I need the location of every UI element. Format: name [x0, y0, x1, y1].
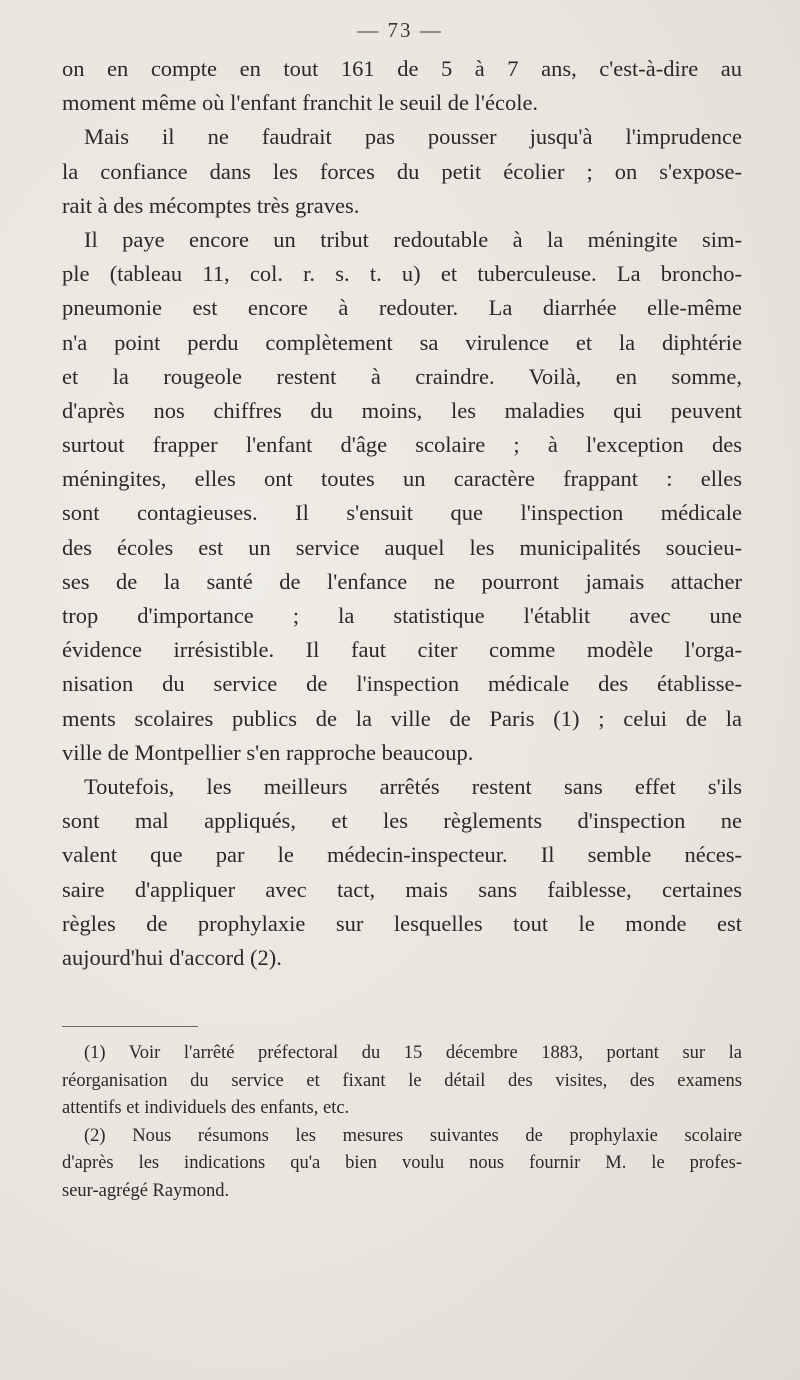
text-line: méningites, elles ont toutes un caractère frappant : elles: [62, 466, 742, 492]
text-line: évidence irrésistible. Il faut citer comme modèle l'orga-: [62, 637, 742, 663]
text-line: des écoles est un service auquel les municipalités soucieu-: [62, 534, 742, 560]
text-line: surtout frapper l'enfant d'âge scolaire ; à l'exception des: [62, 432, 742, 458]
footnote-line: réorganisation du service et fixant le détail des visites, des examens: [62, 1070, 742, 1091]
text-line: ville de Montpellier s'en rapproche beaucoup.: [62, 739, 474, 765]
text-line: Toutefois, les meilleurs arrêtés restent sans effet s'ils: [84, 773, 742, 799]
text-line: ments scolaires publics de la ville de Paris (1) ; celui de la: [62, 705, 742, 731]
footnotes: [62, 1040, 742, 1205]
text-line: ple (tableau 11, col. r. s. t. u) et tuberculeuse. La broncho-: [62, 261, 742, 287]
footnote-line: attentifs et individuels des enfants, etc.: [62, 1098, 350, 1118]
text-line: et la rougeole restent à craindre. Voilà, en somme,: [62, 363, 742, 389]
text-line: moment même où l'enfant franchit le seuil de l'école.: [62, 90, 539, 116]
text-line: Mais il ne faudrait pas pousser jusqu'à l'imprudence: [84, 124, 742, 150]
text-line: Il paye encore un tribut redoutable à la méningite sim-: [84, 226, 742, 252]
page-number: — 73 —: [357, 18, 443, 42]
footnote-line: (1) Voir l'arrêté préfectoral du 15 décembre 1883, portant sur la: [84, 1043, 742, 1063]
text-line: n'a point perdu complètement sa virulence et la diphtérie: [62, 329, 742, 355]
main-text: [62, 52, 742, 975]
text-line: valent que par le médecin-inspecteur. Il semble néces-: [62, 842, 742, 868]
footnote-line: d'après les indications qu'a bien voulu nous fournir M. le profes-: [62, 1153, 742, 1173]
text-line: sont contagieuses. Il s'ensuit que l'inspection médicale: [62, 500, 742, 526]
text-line: nisation du service de l'inspection médicale des établisse-: [62, 671, 742, 697]
text-line: d'après nos chiffres du moins, les maladies qui peuvent: [62, 397, 742, 423]
footnote-line: seur-agrégé Raymond.: [62, 1180, 230, 1201]
text-line: pneumonie est encore à redouter. La diarrhée elle-même: [62, 295, 742, 321]
footnote-divider: [62, 1026, 198, 1027]
text-line: règles de prophylaxie sur lesquelles tout le monde est: [62, 910, 742, 936]
text-line: trop d'importance ; la statistique l'établit avec une: [62, 603, 742, 628]
text-line: on en compte en tout 161 de 5 à 7 ans, c'est-à-dire au: [62, 56, 742, 81]
footnote-line: (2) Nous résumons les mesures suivantes de prophylaxie scolaire: [84, 1125, 742, 1146]
text-line: ses de la santé de l'enfance ne pourront jamais attacher: [62, 568, 742, 594]
text-line: aujourd'hui d'accord (2).: [62, 944, 282, 970]
text-line: rait à des mécomptes très graves.: [62, 192, 360, 218]
text-line: saire d'appliquer avec tact, mais sans faiblesse, certaines: [62, 876, 742, 902]
text-line: la confiance dans les forces du petit écolier ; on s'expose-: [62, 158, 742, 184]
text-line: sont mal appliqués, et les règlements d'inspection ne: [62, 808, 742, 834]
